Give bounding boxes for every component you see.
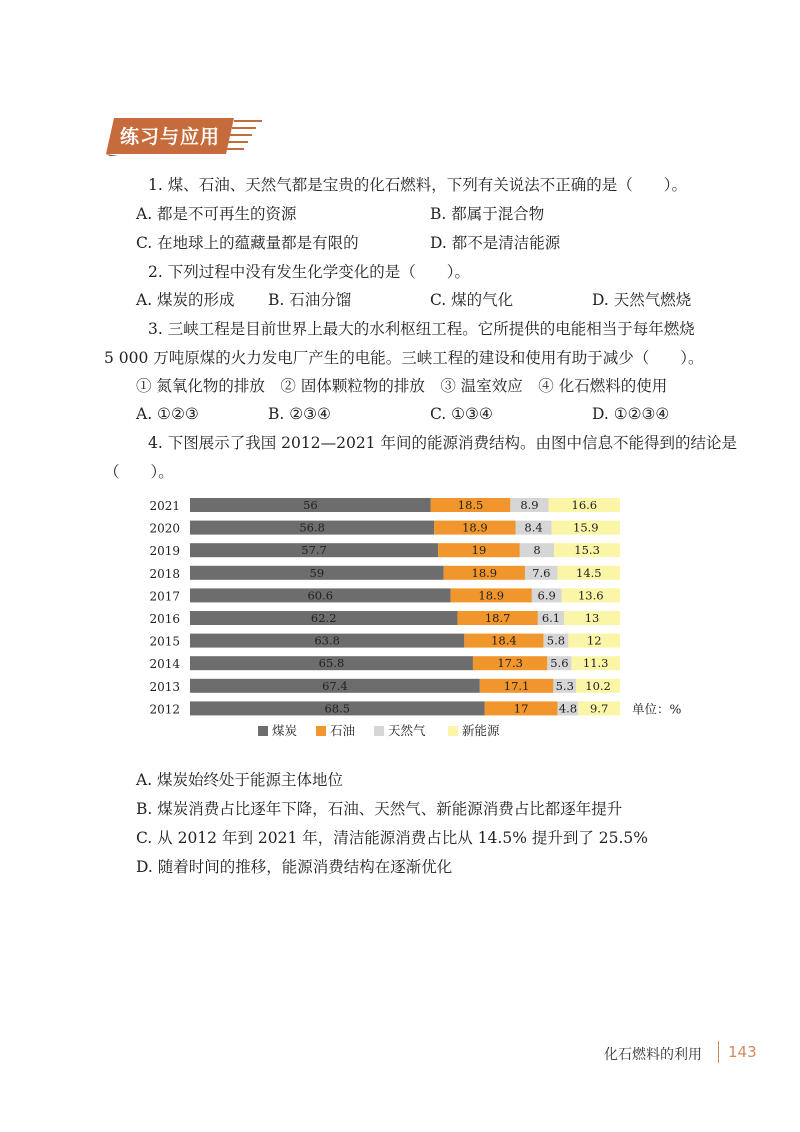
q2-option-d: D. 天然气燃烧 xyxy=(592,291,692,309)
data-label-gas: 8.4 xyxy=(524,520,543,535)
year-label: 2019 xyxy=(149,544,180,559)
data-label-new-energy: 10.2 xyxy=(585,678,611,693)
data-label-coal: 60.6 xyxy=(307,588,334,603)
data-label-new-energy: 14.5 xyxy=(576,565,602,580)
data-label-new-energy: 13.6 xyxy=(577,588,604,603)
data-label-oil: 18.5 xyxy=(457,498,484,512)
data-label-oil: 18.7 xyxy=(484,611,511,625)
data-label-gas: 4.8 xyxy=(558,701,578,716)
data-label-oil: 18.9 xyxy=(471,565,498,580)
q4-stem-line2: （ ）。 xyxy=(104,463,174,481)
data-label-oil: 17.3 xyxy=(497,656,523,671)
data-label-coal: 59 xyxy=(309,565,325,580)
data-label-gas: 6.9 xyxy=(537,588,556,603)
legend-swatch-oil xyxy=(316,726,326,736)
data-label-gas: 6.1 xyxy=(541,611,561,625)
data-label-coal: 62.2 xyxy=(310,611,337,625)
q1-option-c: C. 在地球上的蕴藏量都是有限的 xyxy=(136,234,359,252)
data-label-oil: 17.1 xyxy=(503,678,530,693)
section-title: 练习与应用 xyxy=(120,126,221,148)
data-label-gas: 5.6 xyxy=(550,656,569,671)
legend-label-oil: 石油 xyxy=(330,723,356,738)
data-label-coal: 67.4 xyxy=(322,678,348,693)
data-label-new-energy: 12 xyxy=(586,633,602,648)
data-label-new-energy: 15.9 xyxy=(573,520,599,535)
unit-label: 单位：% xyxy=(632,701,682,717)
year-label: 2016 xyxy=(149,612,180,626)
data-label-new-energy: 11.3 xyxy=(582,656,609,671)
q3-option-d: D. ①②③④ xyxy=(592,405,670,423)
legend-swatch-new-energy xyxy=(448,726,458,736)
page-number: 143 xyxy=(728,1043,757,1061)
chart-svg xyxy=(140,495,700,755)
q2-option-b: B. 石油分馏 xyxy=(268,291,352,309)
data-label-coal: 57.7 xyxy=(301,543,327,558)
q3-option-a: A. ①②③ xyxy=(136,405,199,423)
q2-stem: 2. 下列过程中没有发生化学变化的是（ ）。 xyxy=(148,263,470,281)
data-label-oil: 18.4 xyxy=(491,633,517,648)
data-label-oil: 18.9 xyxy=(478,588,505,603)
q4-stem-line1: 4. 下图展示了我国 2012—2021 年间的能源消费结构。由图中信息不能得到的结论是 xyxy=(148,434,737,452)
legend-label-coal: 煤炭 xyxy=(272,723,298,738)
q4-option-a: A. 煤炭始终处于能源主体地位 xyxy=(136,771,344,789)
data-label-gas: 7.6 xyxy=(532,565,551,580)
q4-option-b: B. 煤炭消费占比逐年下降，石油、天然气、新能源消费占比都逐年提升 xyxy=(136,800,623,818)
q2-option-c: C. 煤的气化 xyxy=(430,291,514,309)
legend-swatch-coal xyxy=(258,726,268,736)
data-label-new-energy: 9.7 xyxy=(589,701,609,716)
data-label-gas: 5.3 xyxy=(555,678,574,693)
footer-chapter-title: 化石燃料的利用 xyxy=(604,1047,702,1063)
q3-items: ① 氮氧化物的排放 ② 固体颗粒物的排放 ③ 温室效应 ④ 化石燃料的使用 xyxy=(136,377,668,395)
section-banner xyxy=(106,116,266,156)
q4-option-c: C. 从 2012 年到 2021 年，清洁能源消费占比从 14.5% 提升到了 25.5% xyxy=(136,829,649,847)
footer-separator xyxy=(718,1041,719,1063)
q4-option-d: D. 随着时间的推移，能源消费结构在逐渐优化 xyxy=(136,858,453,876)
data-label-oil: 17 xyxy=(513,701,529,716)
q1-option-b: B. 都属于混合物 xyxy=(430,205,545,223)
legend-swatch-gas xyxy=(374,726,384,736)
data-label-coal: 65.8 xyxy=(318,656,345,671)
data-label-new-energy: 16.6 xyxy=(571,498,598,512)
q1-stem: 1. 煤、石油、天然气都是宝贵的化石燃料，下列有关说法不正确的是（ ）。 xyxy=(148,176,687,194)
data-label-gas: 8 xyxy=(533,543,541,558)
data-label-new-energy: 13 xyxy=(584,611,600,625)
data-label-coal: 63.8 xyxy=(314,633,340,648)
q3-stem-line1: 3. 三峡工程是目前世界上最大的水利枢纽工程。它所提供的电能相当于每年燃烧 xyxy=(148,320,695,338)
legend-label-new-energy: 新能源 xyxy=(462,723,500,738)
year-label: 2018 xyxy=(149,566,180,581)
data-label-coal: 68.5 xyxy=(324,701,351,716)
year-label: 2021 xyxy=(149,499,180,513)
year-label: 2014 xyxy=(149,657,180,672)
energy-consumption-chart xyxy=(140,495,700,755)
q3-option-b: B. ②③④ xyxy=(268,405,331,423)
q2-option-a: A. 煤炭的形成 xyxy=(136,291,235,309)
data-label-coal: 56.8 xyxy=(299,520,325,535)
q3-option-c: C. ①③④ xyxy=(430,405,493,423)
data-label-oil: 18.9 xyxy=(462,520,488,535)
q3-stem-line2: 5 000 万吨原煤的火力发电厂产生的电能。三峡工程的建设和使用有助于减少（ ）。 xyxy=(104,349,704,367)
data-label-gas: 8.9 xyxy=(520,498,539,512)
year-label: 2015 xyxy=(149,634,180,649)
year-label: 2017 xyxy=(149,589,180,604)
data-label-coal: 56 xyxy=(303,498,318,512)
data-label-gas: 5.8 xyxy=(546,633,566,648)
q1-option-a: A. 都是不可再生的资源 xyxy=(136,205,297,223)
year-label: 2020 xyxy=(149,521,180,536)
data-label-oil: 19 xyxy=(471,543,487,558)
legend-label-gas: 天然气 xyxy=(388,723,426,738)
q1-option-d: D. 都不是清洁能源 xyxy=(430,234,561,252)
year-label: 2013 xyxy=(149,679,180,694)
year-label: 2012 xyxy=(149,702,180,717)
data-label-new-energy: 15.3 xyxy=(574,543,600,558)
